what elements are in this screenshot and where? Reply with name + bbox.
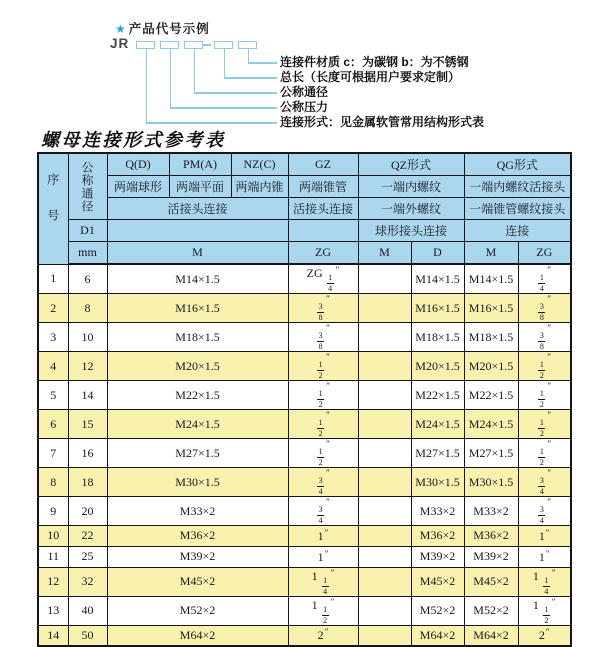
col-qg-m: M18×1.5 xyxy=(464,323,518,352)
col-qg-zg xyxy=(518,410,571,439)
col-qg-zg: 1″ xyxy=(518,546,571,567)
connector-line-horizontal xyxy=(194,92,278,94)
col-qg-m: M64×2 xyxy=(464,625,518,646)
fraction: $\frac{1}{2}$ xyxy=(539,447,544,467)
table-row xyxy=(38,625,571,646)
col-qz-d: M30×1.5 xyxy=(411,468,464,497)
inch-mark: ″ xyxy=(547,497,552,507)
col-m: M22×1.5 xyxy=(107,381,288,410)
code-box xyxy=(184,41,203,49)
col-seq: 4 xyxy=(38,352,68,381)
inch-mark: ″ xyxy=(547,265,552,275)
fraction: $\frac{3}{4}$ xyxy=(539,476,544,496)
col-m: M33×2 xyxy=(107,497,288,526)
col-seq: 5 xyxy=(38,381,68,410)
product-code-prefix: JR xyxy=(110,36,130,51)
inch-mark: ″ xyxy=(547,381,552,391)
fraction: $\frac{1}{2}$ xyxy=(539,389,544,409)
col-qz-d: M33×2 xyxy=(411,497,464,526)
table-body xyxy=(38,264,571,646)
col-qz-m xyxy=(358,526,411,547)
col-qz-d: M18×1.5 xyxy=(411,323,464,352)
col-gz xyxy=(288,381,358,410)
header-seq: 序号 xyxy=(38,153,68,264)
col-qz-d: M14×1.5 xyxy=(411,264,464,294)
header-row-2 xyxy=(38,176,571,198)
connector-line-horizontal xyxy=(146,122,278,124)
col-dn: 40 xyxy=(68,596,107,625)
col-qz-d: M52×2 xyxy=(411,596,464,625)
fraction: $\frac{3}{4}$ xyxy=(539,505,544,525)
header-col-qz: QZ形式 xyxy=(358,153,464,176)
inch-mark: ″ xyxy=(547,352,552,362)
col-qz-m xyxy=(358,264,411,294)
inch-mark: ″ xyxy=(545,548,550,559)
inch-mark: ″ xyxy=(547,410,552,420)
table-row xyxy=(38,526,571,547)
col-qg-m: M22×1.5 xyxy=(464,381,518,410)
col-qg-zg xyxy=(518,294,571,323)
inch-mark: ″ xyxy=(545,627,550,638)
col-gz: 1 $\frac{1}{2}$ ″ xyxy=(288,596,358,625)
header-col-nz: NZ(C) xyxy=(231,153,288,176)
header-col-qg: QG形式 xyxy=(464,153,571,176)
col-m: M16×1.5 xyxy=(107,294,288,323)
inch-mark: ″ xyxy=(326,352,330,362)
col-qg-m: M20×1.5 xyxy=(464,352,518,381)
col-qz-m xyxy=(358,596,411,625)
table-title: 螺母连接形式参考表 xyxy=(41,130,226,150)
header-qg-zg: ZG xyxy=(518,242,571,265)
inch-mark: ″ xyxy=(551,596,556,607)
fraction: $\frac{3}{8}$ xyxy=(318,331,323,351)
header-row-1 xyxy=(38,153,571,176)
col-qg-m: M36×2 xyxy=(464,526,518,547)
table-row xyxy=(38,381,571,410)
col-qz-m xyxy=(358,294,411,323)
col-gz xyxy=(288,352,358,381)
col-gz: ZG $\frac{1}{4}$ ″ xyxy=(288,264,358,294)
fraction: $\frac{1}{2}$ xyxy=(318,418,323,438)
col-m: M52×2 xyxy=(107,596,288,625)
col-dn: 20 xyxy=(68,497,107,526)
connector-line-horizontal xyxy=(224,77,278,79)
col-qg-zg xyxy=(518,264,571,294)
col-gz xyxy=(288,468,358,497)
col-dn: 6 xyxy=(68,264,107,294)
col-qz-m xyxy=(358,381,411,410)
header-col-pm: PM(A) xyxy=(169,153,231,176)
table-row xyxy=(38,352,571,381)
col-seq: 3 xyxy=(38,323,68,352)
col-dn: 18 xyxy=(68,468,107,497)
fraction: $\frac{1}{2}$ xyxy=(323,604,328,625)
fraction: $\frac{3}{8}$ xyxy=(539,331,544,351)
table-row xyxy=(38,497,571,526)
connector-line-vertical xyxy=(170,49,172,107)
connector-line-horizontal xyxy=(248,62,278,64)
table-row xyxy=(38,323,571,352)
code-box xyxy=(238,41,257,49)
inch-mark: ″ xyxy=(330,567,335,578)
fraction: $\frac{1}{2}$ xyxy=(318,447,323,467)
fraction: $\frac{3}{4}$ xyxy=(318,476,323,496)
col-m: M18×1.5 xyxy=(107,323,288,352)
header-qg-sub2: 一端锥管螺纹接头 xyxy=(464,198,571,220)
header-d1: D1 xyxy=(68,220,107,242)
col-qz-m xyxy=(358,352,411,381)
header-gz-union-connection: 活接头连接 xyxy=(288,198,358,220)
col-qz-d: M39×2 xyxy=(411,546,464,567)
connector-line-vertical xyxy=(146,49,148,122)
inch-mark: ″ xyxy=(326,381,330,391)
code-box xyxy=(214,41,233,49)
col-qz-m xyxy=(358,497,411,526)
col-qg-m: M39×2 xyxy=(464,546,518,567)
col-qg-zg xyxy=(518,323,571,352)
diagram-label: 连接形式：见金属软管常用结构形式表 xyxy=(280,115,485,129)
col-qz-d: M22×1.5 xyxy=(411,381,464,410)
col-qg-zg xyxy=(518,381,571,410)
col-seq: 12 xyxy=(38,567,68,596)
col-dn: 16 xyxy=(68,439,107,468)
table-row xyxy=(38,264,571,294)
header-row-5 xyxy=(38,242,571,265)
table-row xyxy=(38,468,571,497)
header-qz-sub3: 球形接头连接 xyxy=(358,220,464,242)
inch-mark: ″ xyxy=(326,439,330,449)
col-dn: 15 xyxy=(68,410,107,439)
col-qz-m xyxy=(358,323,411,352)
inch-mark: ″ xyxy=(545,527,550,538)
inch-mark: ″ xyxy=(326,323,330,333)
connector-line-horizontal xyxy=(170,107,278,109)
header-row-4 xyxy=(38,220,571,242)
col-gz xyxy=(288,410,358,439)
diagram-label: 公称通径 xyxy=(280,85,329,99)
inch-mark: ″ xyxy=(547,468,552,478)
col-gz xyxy=(288,439,358,468)
col-qg-m: M24×1.5 xyxy=(464,410,518,439)
col-seq: 10 xyxy=(38,526,68,547)
col-qg-m: M16×1.5 xyxy=(464,294,518,323)
inch-mark: ″ xyxy=(551,567,556,578)
col-qg-m: M33×2 xyxy=(464,497,518,526)
header-qz-sub1: 一端内螺纹 xyxy=(358,176,464,198)
header-qg-sub1: 一端内螺纹活接头 xyxy=(464,176,571,198)
header-mm: mm xyxy=(68,242,107,265)
inch-mark: ″ xyxy=(324,548,329,559)
table-row xyxy=(38,439,571,468)
col-qg-zg xyxy=(518,468,571,497)
col-gz: 1 $\frac{1}{4}$ ″ xyxy=(288,567,358,596)
col-qz-m xyxy=(358,546,411,567)
col-seq: 1 xyxy=(38,264,68,294)
col-qg-m: M45×2 xyxy=(464,567,518,596)
code-box xyxy=(136,41,155,49)
col-m: M36×2 xyxy=(107,526,288,547)
code-dash-separator xyxy=(203,44,211,46)
col-dn: 22 xyxy=(68,526,107,547)
col-m: M24×1.5 xyxy=(107,410,288,439)
col-m: M20×1.5 xyxy=(107,352,288,381)
diagram-label: 总长（长度可根据用户要求定制） xyxy=(280,70,461,84)
diagram-heading xyxy=(115,19,210,37)
col-m: M27×1.5 xyxy=(107,439,288,468)
col-qz-m xyxy=(358,468,411,497)
col-qg-zg: 1 $\frac{1}{2}$ ″ xyxy=(518,596,571,625)
inch-mark: ″ xyxy=(326,410,330,420)
col-seq: 14 xyxy=(38,625,68,646)
table-row xyxy=(38,410,571,439)
header-m-label: M xyxy=(107,242,288,265)
col-m: M64×2 xyxy=(107,625,288,646)
col-m: M14×1.5 xyxy=(107,264,288,294)
col-qg-zg: 1″ xyxy=(518,526,571,547)
table-row xyxy=(38,596,571,625)
col-qg-m: M14×1.5 xyxy=(464,264,518,294)
col-qz-d: M64×2 xyxy=(411,625,464,646)
empty-cell xyxy=(288,220,358,242)
table-row xyxy=(38,294,571,323)
col-qg-m: M27×1.5 xyxy=(464,439,518,468)
header-union-connection: 活接头连接 xyxy=(107,198,288,220)
col-qz-d: M16×1.5 xyxy=(411,294,464,323)
inch-mark: ″ xyxy=(324,627,329,638)
col-gz: 1″ xyxy=(288,546,358,567)
col-seq: 11 xyxy=(38,546,68,567)
fraction: $\frac{3}{8}$ xyxy=(539,302,544,322)
fraction: $\frac{1}{2}$ xyxy=(544,604,549,625)
col-dn: 50 xyxy=(68,625,107,646)
fraction: $\frac{3}{8}$ xyxy=(318,302,323,322)
inch-mark: ″ xyxy=(547,439,552,449)
col-qz-m xyxy=(358,410,411,439)
header-col-q: Q(D) xyxy=(107,153,169,176)
header-qg-m: M xyxy=(464,242,518,265)
col-seq: 2 xyxy=(38,294,68,323)
inch-mark: ″ xyxy=(547,323,552,333)
inch-mark: ″ xyxy=(326,294,330,304)
inch-mark: ″ xyxy=(547,294,552,304)
code-box xyxy=(160,41,179,49)
header-qz-d: D xyxy=(411,242,464,265)
fraction: $\frac{1}{2}$ xyxy=(539,418,544,438)
col-dn: 10 xyxy=(68,323,107,352)
inch-mark: ″ xyxy=(330,596,335,607)
col-dn: 12 xyxy=(68,352,107,381)
col-seq: 9 xyxy=(38,497,68,526)
diagram-label: 公称压力 xyxy=(280,100,329,114)
col-qz-d: M20×1.5 xyxy=(411,352,464,381)
header-nz-sub: 两端内锥 xyxy=(231,176,288,198)
header-qz-sub2: 一端外螺纹 xyxy=(358,198,464,220)
fraction: $\frac{3}{4}$ xyxy=(318,505,323,525)
fraction: $\frac{1}{4}$ xyxy=(328,273,333,293)
col-gz xyxy=(288,497,358,526)
empty-cell xyxy=(107,220,288,242)
header-q-sub: 两端球形 xyxy=(107,176,169,198)
header-col-gz: GZ xyxy=(288,153,358,176)
col-qg-m: M30×1.5 xyxy=(464,468,518,497)
inch-mark: ″ xyxy=(326,497,330,507)
col-qz-m xyxy=(358,625,411,646)
inch-mark: ″ xyxy=(335,265,340,275)
fraction: $\frac{1}{2}$ xyxy=(318,389,323,409)
col-dn: 14 xyxy=(68,381,107,410)
col-seq: 13 xyxy=(38,596,68,625)
inch-mark: ″ xyxy=(324,527,329,538)
diagram-label: 连接件材质 c：为碳钢 b：为不锈钢 xyxy=(280,55,469,69)
header-pm-sub: 两端平面 xyxy=(169,176,231,198)
header-qz-m: M xyxy=(358,242,411,265)
col-dn: 32 xyxy=(68,567,107,596)
col-gz: 1″ xyxy=(288,526,358,547)
diagram-heading-text: 产品代号示例 xyxy=(128,22,210,36)
col-qg-zg xyxy=(518,439,571,468)
col-m: M45×2 xyxy=(107,567,288,596)
col-qz-m xyxy=(358,439,411,468)
col-qz-d: M36×2 xyxy=(411,526,464,547)
col-qz-d: M45×2 xyxy=(411,567,464,596)
header-qg-sub3: 连接 xyxy=(464,220,571,242)
connector-line-vertical xyxy=(248,49,250,62)
table-row xyxy=(38,546,571,567)
star-icon: ★ xyxy=(115,22,127,36)
col-dn: 8 xyxy=(68,294,107,323)
fraction: $\frac{1}{2}$ xyxy=(318,360,323,380)
col-qz-d: M24×1.5 xyxy=(411,410,464,439)
col-seq: 6 xyxy=(38,410,68,439)
col-m: M30×1.5 xyxy=(107,468,288,497)
col-qg-zg: 2″ xyxy=(518,625,571,646)
inch-mark: ″ xyxy=(326,468,330,478)
col-qz-m xyxy=(358,567,411,596)
col-gz: 2″ xyxy=(288,625,358,646)
header-gz-sub: 两端锥管 xyxy=(288,176,358,198)
col-qg-zg xyxy=(518,497,571,526)
col-gz xyxy=(288,294,358,323)
col-qg-m: M52×2 xyxy=(464,596,518,625)
col-gz xyxy=(288,323,358,352)
fraction: $\frac{1}{4}$ xyxy=(323,575,328,596)
nut-connection-reference-table xyxy=(37,152,572,647)
connector-line-vertical xyxy=(224,49,226,77)
table-row xyxy=(38,567,571,596)
col-seq: 7 xyxy=(38,439,68,468)
product-code-diagram xyxy=(0,0,600,132)
col-qz-d: M27×1.5 xyxy=(411,439,464,468)
fraction: $\frac{1}{4}$ xyxy=(544,575,549,596)
fraction: $\frac{1}{2}$ xyxy=(539,360,544,380)
col-seq: 8 xyxy=(38,468,68,497)
col-qg-zg: 1 $\frac{1}{4}$ ″ xyxy=(518,567,571,596)
connector-line-vertical xyxy=(194,49,196,92)
header-row-3 xyxy=(38,198,571,220)
fraction: $\frac{1}{4}$ xyxy=(539,273,544,293)
header-nominal-diameter: 公称通径 xyxy=(68,153,107,220)
col-dn: 25 xyxy=(68,546,107,567)
header-zg-label: ZG xyxy=(288,242,358,265)
col-qg-zg xyxy=(518,352,571,381)
col-m: M39×2 xyxy=(107,546,288,567)
